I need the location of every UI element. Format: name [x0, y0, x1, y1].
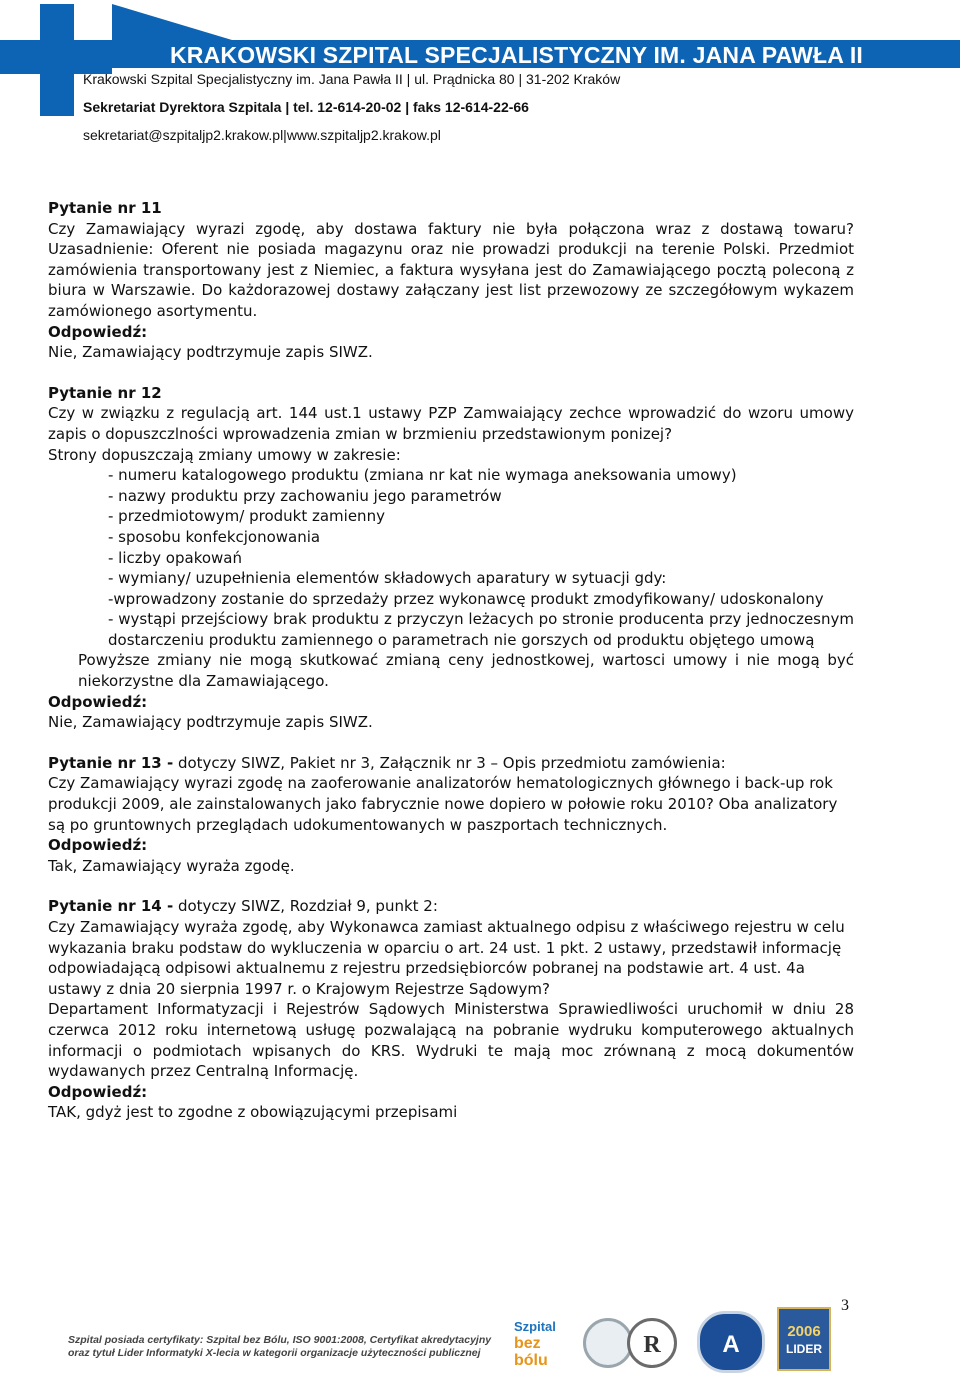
list-item: - wystąpi przejściowy brak produktu z przyczyn leżacych po stronie producenta przy jednoczesnym dostarczeniu produktu zamiennego o parametrach nie gorszych od produktu objętego umową [108, 610, 854, 649]
question-closing: Powyższe zmiany nie mogą skutkować zmianą ceny jednostkowej, wartosci umowy i nie mogą być niekorzystne dla Zamawiającego. [78, 651, 854, 691]
answer-label: Odpowiedź: [48, 322, 148, 341]
document-body [48, 198, 854, 1123]
contact-line: sekretariat@szpitaljp2.krakow.pl|www.szpitaljp2.krakow.pl [83, 127, 441, 143]
question-subtitle: dotyczy SIWZ, Rozdział 9, punkt 2: [173, 897, 438, 916]
question-title: Pytanie nr 13 - [48, 753, 174, 772]
question-heading [48, 896, 854, 917]
question-text: Czy w związku z regulacją art. 144 ust.1 ustawy PZP Zamwaiający zechce wprowadzić do wzoru umowy zapis o dopuszczlności wprowadzenia zmian w brzmieniu przedstawionym ponizej? [48, 404, 854, 443]
iso-cert-badge-icon [697, 1311, 765, 1373]
list-item: - liczby opakowań [108, 548, 242, 567]
question-text: Czy Zamawiający wyraża zgodę, aby Wykonawca zamiast aktualnego odpisu z właściwego rejestru w celu wykazania braku podstaw do wykluczenia w oparciu o art. 24 ust. 1 pkt. 2 ustawy, przedstawił informację odpowiadającą odpisowi aktualnemu z rejestru przedsiębiorców pobranej na podstawie art. 4 ust. 4a ustawy z dnia 20 sierpnia 1997 r. o Krajowym Rejestrze Sądowym? [48, 918, 845, 998]
list-item: - przedmiotowym/ produkt zamienny [108, 507, 385, 526]
list-item: - numeru katalogowego produktu (zmiana nr kat nie wymaga aneksowania umowy) [108, 466, 737, 485]
hospital-name: KRAKOWSKI SZPITAL SPECJALISTYCZNY IM. JANA PAWŁA II [170, 42, 864, 68]
svg-text:A: A [722, 1331, 740, 1358]
logo-text: Szpital [514, 1319, 556, 1334]
address-line: Krakowski Szpital Specjalistyczny im. Jana Pawła II | ul. Prądnicka 80 | 31-202 Kraków [83, 71, 621, 87]
answer-text: Tak, Zamawiający wyraża zgodę. [48, 856, 295, 875]
question-heading [48, 753, 854, 774]
question-text: Czy Zamawiający wyrazi zgodę na zaoferowanie analizatorów hematologicznych głównego i back-up rok produkcji 2009, ale zainstalowanych jako fabrycznie nowe dopiero w połowie roku 2010? Oba analizatory są po gruntownych przeglądach udokumentowanych w paszportach technicznych. [48, 774, 838, 834]
question-text: Departament Informatyzacji i Rejestrów Sądowych Ministerstwa Sprawiedliwości uruchomił w dniu 28 czerwca 2012 roku internetową usługę pozwalającą na pobranie wydruku komputerowego aktualnych informacji o podmiotach wpisanych do KRS. Wydruki te mają moc zrównaną z mocą dokumentów wydawanych przez Centralną Informację. [48, 1000, 854, 1081]
secretariat-line: Sekretariat Dyrektora Szpitala | tel. 12-614-20-02 | faks 12-614-22-66 [83, 99, 529, 115]
header-band-slope [112, 4, 232, 40]
award-label: LIDER [786, 1342, 822, 1356]
award-year: 2006 [787, 1323, 821, 1340]
answer-text: Nie, Zamawiający podtrzymuje zapis SIWZ. [48, 343, 373, 362]
r-certificate-seal-icon [627, 1318, 677, 1368]
list-item: -wprowadzony zostanie do sprzedaży przez wykonawcę produkt zmodyfikowany/ udoskonalony [108, 589, 824, 608]
answer-text: TAK, gdyż jest to zgodne z obowiązującymi przepisami [48, 1103, 458, 1122]
question-intro: Strony dopuszczają zmiany umowy w zakresie: [48, 445, 401, 464]
question-13 [48, 753, 854, 877]
footer-certificates [68, 1334, 491, 1360]
question-text: Czy Zamawiający wyrazi zgodę, aby dostawa faktury nie była połączona wraz z dostawą towaru? Uzasadnienie: Oferent nie posiada magazynu oraz nie prowadzi produkcji na terenie Polski. Przedmiot zamówienia transportowany jest z Niemiec, a faktura wysyłana jest do Zamawiającego pocztą poleconą z biura w Warszawie. Do każdorazowej dostawy załączany jest list przewozowy ze szczegółowym wykazem zamówionego asortymentu. [48, 219, 854, 320]
footer-line: Szpital posiada certyfikaty: Szpital bez Bólu, ISO 9001:2008, Certyfikat akredytacyjny [68, 1334, 492, 1346]
question-title: Pytanie nr 12 [48, 383, 162, 402]
r-letter-icon [630, 1321, 674, 1365]
szpital-bez-bolu-logo [514, 1318, 578, 1369]
answer-label: Odpowiedź: [48, 692, 148, 711]
svg-text:R: R [643, 1332, 661, 1358]
lider-informatyki-award-icon [777, 1307, 831, 1371]
question-title: Pytanie nr 14 - [48, 897, 174, 916]
question-11 [48, 198, 854, 363]
answer-label: Odpowiedź: [48, 836, 148, 855]
question-14 [48, 896, 854, 1123]
question-subtitle: dotyczy SIWZ, Pakiet nr 3, Załącznik nr 3 – Opis przedmiotu zamówienia: [173, 753, 726, 772]
list-item: - nazwy produktu przy zachowaniu jego parametrów [108, 486, 502, 505]
answer-text: Nie, Zamawiający podtrzymuje zapis SIWZ. [48, 713, 373, 732]
letterhead [0, 0, 960, 158]
question-title: Pytanie nr 11 [48, 199, 162, 217]
a-letter-icon [700, 1314, 762, 1370]
logo-text: bez bólu [514, 1335, 548, 1369]
question-12 [48, 383, 854, 733]
page-number: 3 [841, 1297, 849, 1314]
medical-cross-bar [0, 40, 112, 74]
footer-line: oraz tytuł Lider Informatyki X-lecia w kategorii organizacje użyteczności publicznej [68, 1347, 481, 1359]
list-item: - wymiany/ uzupełnienia elementów składowych aparatury w sytuacji gdy: [108, 569, 667, 588]
list-item: - sposobu konfekcjonowania [108, 527, 321, 546]
answer-label: Odpowiedź: [48, 1082, 148, 1101]
quality-seal-icon [583, 1318, 633, 1368]
